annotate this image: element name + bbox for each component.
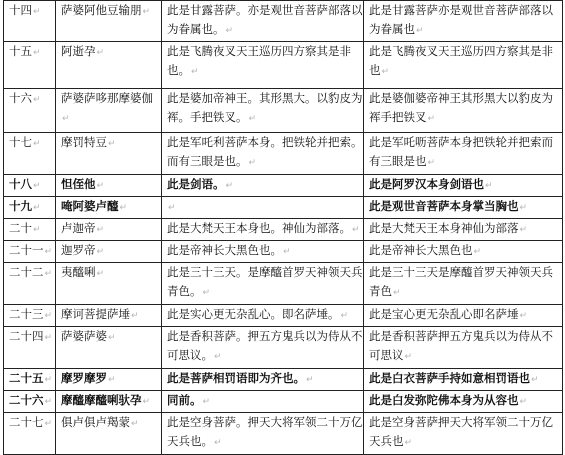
mantra-name: 迦罗帝↵	[56, 241, 162, 263]
table-row	[4, 89, 563, 133]
description-annotated: ↵	[162, 197, 364, 219]
description-annotated: 此是飞腾夜叉天王巡历四方察其是非也。↵	[162, 42, 364, 89]
mantra-name: 萨婆阿他豆输朋↵	[56, 1, 162, 42]
description-annotated: 此是军吒利菩萨本身。把铁轮并把索。而有三眼是也。↵	[162, 133, 364, 175]
mantra-name: 萨婆萨哆那摩婆伽↵	[56, 89, 162, 133]
description-plain: 此是大梵天王本身神仙为部落↵	[364, 219, 563, 241]
table-row	[4, 241, 563, 263]
description-annotated: 此是香积菩萨。押五方鬼兵以为侍从不可思议。↵	[162, 327, 364, 369]
description-plain: 此是白衣菩萨手持如意相罚语也↵	[364, 369, 563, 391]
row-number: 二十二↵	[4, 263, 56, 305]
description-plain: 此是帝神长大黑色也↵	[364, 241, 563, 263]
table-row	[4, 197, 563, 219]
row-number: 二十↵	[4, 219, 56, 241]
description-annotated: 此是大梵天王本身也。神仙为部落。↵	[162, 219, 364, 241]
mantra-name: 摩罚特豆↵	[56, 133, 162, 175]
mantra-name: 萨婆萨婆↵	[56, 327, 162, 369]
description-plain: 此是婆伽婆帝神王其形黑大以豹皮为裈手把铁叉↵	[364, 89, 563, 133]
description-plain: 此是观世音菩萨本身掌当胸也↵	[364, 197, 563, 219]
mantra-name: 夷醯唎↵	[56, 263, 162, 305]
mantra-name: 怛侄他↵	[56, 175, 162, 197]
description-plain: 此是飞腾夜叉天王巡历四方察其是非也↵	[364, 42, 563, 89]
row-number: 二十六↵	[4, 391, 56, 413]
dharani-table	[3, 0, 563, 455]
table-row	[4, 175, 563, 197]
table-row	[4, 413, 563, 455]
table-row	[4, 263, 563, 305]
description-plain: 此是阿罗汉本身剑语也↵	[364, 175, 563, 197]
description-annotated: 此是菩萨相罚语即为齐也。↵	[162, 369, 364, 391]
description-annotated: 此是实心更无杂乱心。即名萨埵。↵	[162, 305, 364, 327]
table-row	[4, 327, 563, 369]
description-annotated: 此是三十三天。是摩醯首罗天神领天兵青色。↵	[162, 263, 364, 305]
description-plain: 此是甘露菩萨亦是观世音菩萨部落以为眷属也↵	[364, 1, 563, 42]
description-plain: 此是军吒呖菩萨本身把铁轮并把索而有三眼是也↵	[364, 133, 563, 175]
description-annotated: 此是甘露菩萨。亦是观世音菩萨部落以为眷属也。↵	[162, 1, 364, 42]
row-number: 十八↵	[4, 175, 56, 197]
description-plain: 此是空身菩萨押天大将军领二十万亿天兵也↵	[364, 413, 563, 455]
row-number: 二十七↵	[4, 413, 56, 455]
description-annotated: 此是帝神长大黑色也。↵	[162, 241, 364, 263]
row-number: 十五↵	[4, 42, 56, 89]
row-number: 二十一↵	[4, 241, 56, 263]
row-number: 十七↵	[4, 133, 56, 175]
description-annotated: 此是婆加帝神王。其形黑大。以豹皮为裈。手把铁叉。↵	[162, 89, 364, 133]
mantra-name: 卢迦帝↵	[56, 219, 162, 241]
table-row	[4, 1, 563, 42]
row-number: 十四↵	[4, 1, 56, 42]
table-row	[4, 219, 563, 241]
row-number: 十九↵	[4, 197, 56, 219]
mantra-name: 俱卢俱卢羯蒙↵	[56, 413, 162, 455]
description-annotated: 此是剑语。↵	[162, 175, 364, 197]
row-number: 十六↵	[4, 89, 56, 133]
mantra-name: 摩醯摩醯唎驮孕↵	[56, 391, 162, 413]
description-plain: 此是三十三天是摩醯首罗天神领天兵青色↵	[364, 263, 563, 305]
row-number: 二十三↵	[4, 305, 56, 327]
table-row	[4, 305, 563, 327]
row-number: 二十五↵	[4, 369, 56, 391]
mantra-name: 阿逝孕↵	[56, 42, 162, 89]
description-annotated: 同前。↵	[162, 391, 364, 413]
description-annotated: 此是空身菩萨。押天大将军领二十万亿天兵也。↵	[162, 413, 364, 455]
table-row	[4, 391, 563, 413]
mantra-name: 唵阿婆卢醯↵	[56, 197, 162, 219]
mantra-name: 摩诃菩提萨埵↵	[56, 305, 162, 327]
description-plain: 此是宝心更无杂乱心即名萨埵↵	[364, 305, 563, 327]
table-row	[4, 42, 563, 89]
description-plain: 此是白发弥陀佛本身为从容也↵	[364, 391, 563, 413]
mantra-name: 摩罗摩罗↵	[56, 369, 162, 391]
description-plain: 此是香积菩萨押五方鬼兵以为侍从不可思议↵	[364, 327, 563, 369]
table-row	[4, 133, 563, 175]
table-row	[4, 369, 563, 391]
row-number: 二十四↵	[4, 327, 56, 369]
